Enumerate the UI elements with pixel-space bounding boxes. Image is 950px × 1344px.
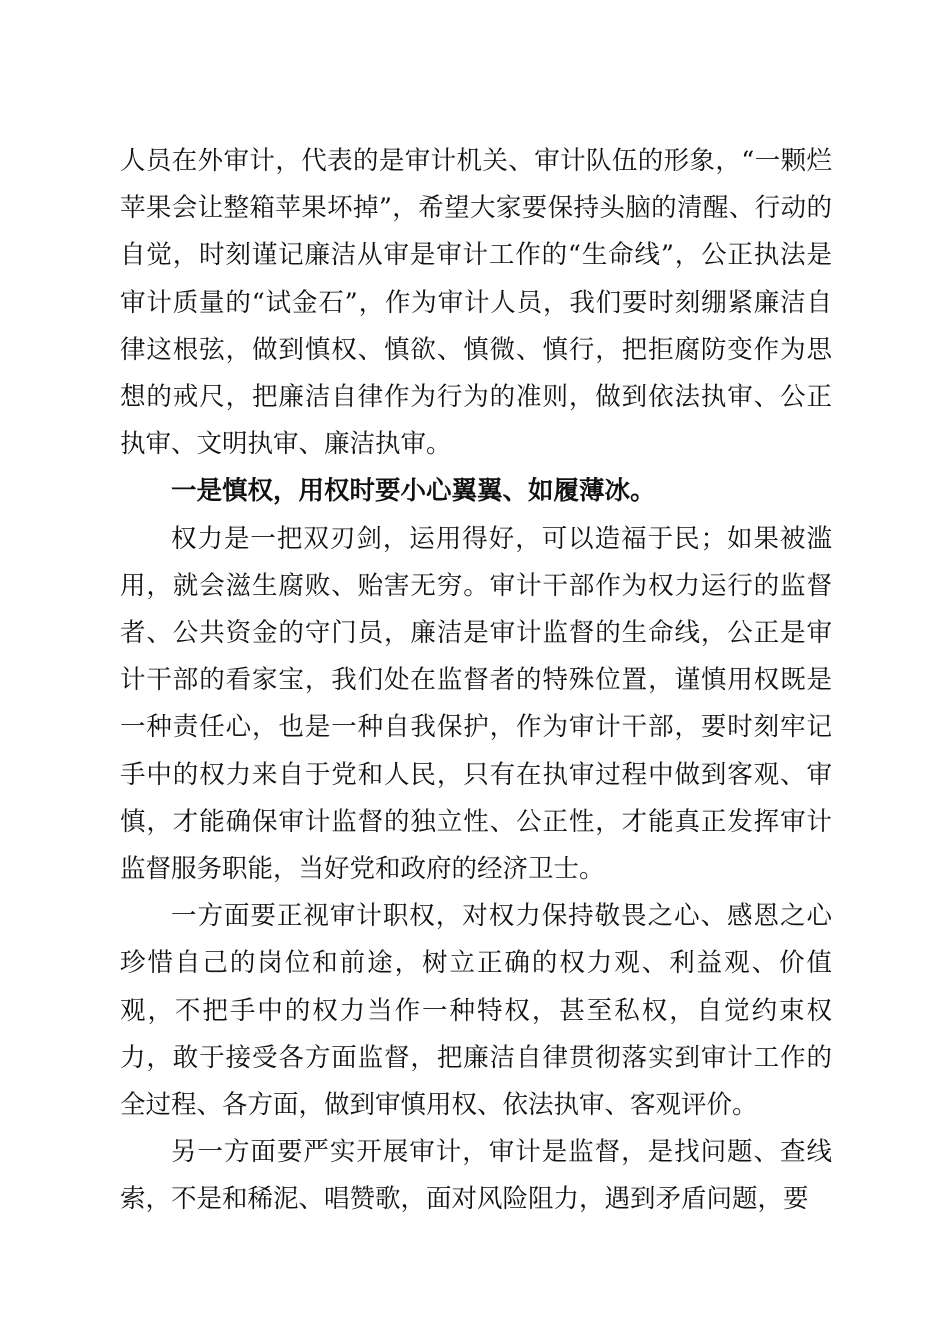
paragraph-respect-audit-authority: 一方面要正视审计职权，对权力保持敬畏之心、感恩之心珍惜自己的岗位和前途，树立正确的权力观、利益观、价值观，不把手中的权力当作一种特权，甚至私权，自觉约束权力，敢于接受各方面监督，把廉洁自律贯彻落实到审计工作的全过程、各方面，做到审慎用权、依法执审、客观评价。 — [120, 901, 832, 1121]
document-body — [120, 138, 832, 1224]
paragraph-strict-audit: 另一方面要严实开展审计，审计是监督，是找问题、查线索，不是和稀泥、唱赞歌，面对风险阻力，遇到矛盾问题，要 — [120, 1137, 832, 1215]
section-heading-shenquan: 一是慎权，用权时要小心翼翼、如履薄冰。 — [171, 476, 656, 507]
paragraph-continuation: 人员在外审计，代表的是审计机关、审计队伍的形象，“一颗烂苹果会让整箱苹果坏掉”，希望大家要保持头脑的清醒、行动的自觉，时刻谨记廉洁从审是审计工作的“生命线”，公正执法是审计质量的“试金石”，作为审计人员，我们要时刻绷紧廉洁自律这根弦，做到慎权、慎欲、慎微、慎行，把拒腐防变作为思想的戒尺，把廉洁自律作为行为的准则，做到依法执审、公正执审、文明执审、廉洁执审。 — [120, 146, 832, 460]
paragraph-power-double-edged: 权力是一把双刃剑，运用得好，可以造福于民；如果被滥用，就会滋生腐败、贻害无穷。审计干部作为权力运行的监督者、公共资金的守门员，廉洁是审计监督的生命线，公正是审计干部的看家宝，我们处在监督者的特殊位置，谨慎用权既是一种责任心，也是一种自我保护，作为审计干部，要时刻牢记手中的权力来自于党和人民，只有在执审过程中做到客观、审慎，才能确保审计监督的独立性、公正性，才能真正发挥审计监督服务职能，当好党和政府的经济卫士。 — [120, 523, 832, 885]
